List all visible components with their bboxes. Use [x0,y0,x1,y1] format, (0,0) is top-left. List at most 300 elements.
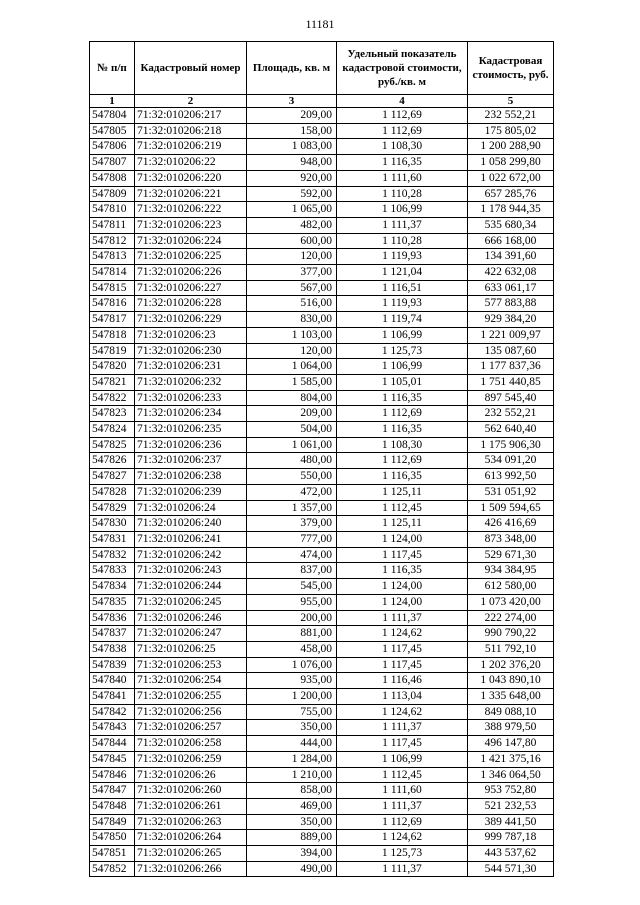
cadastral-value-cell: 1 177 837,36 [468,359,554,375]
area-cell: 377,00 [247,265,337,281]
table-row [90,531,554,547]
table-row [90,783,554,799]
cadastral-value-cell: 929 384,20 [468,312,554,328]
area-cell: 120,00 [247,343,337,359]
specific-value-cell: 1 116,35 [337,469,468,485]
table-row [90,249,554,265]
row-index-cell: 547813 [90,249,135,265]
row-index-cell: 547850 [90,830,135,846]
area-cell: 350,00 [247,814,337,830]
area-cell: 1 103,00 [247,327,337,343]
area-cell: 1 076,00 [247,657,337,673]
header-specific-value: Удельный показатель кадастровой стоимости, руб./кв. м [337,42,468,95]
area-cell: 444,00 [247,736,337,752]
cadastral-number-cell: 71:32:010206:228 [135,296,247,312]
table-row [90,594,554,610]
cadastral-value-cell: 562 640,40 [468,422,554,438]
cadastral-value-cell: 531 051,92 [468,484,554,500]
specific-value-cell: 1 116,35 [337,563,468,579]
cadastral-number-cell: 71:32:010206:220 [135,170,247,186]
cadastral-number-cell: 71:32:010206:239 [135,484,247,500]
cadastral-number-cell: 71:32:010206:233 [135,390,247,406]
cadastral-value-cell: 496 147,80 [468,736,554,752]
row-index-cell: 547843 [90,720,135,736]
area-cell: 120,00 [247,249,337,265]
area-cell: 1 284,00 [247,751,337,767]
cadastral-value-cell: 633 061,17 [468,280,554,296]
area-cell: 881,00 [247,626,337,642]
cadastral-number-cell: 71:32:010206:253 [135,657,247,673]
cadastral-value-cell: 953 752,80 [468,783,554,799]
cadastral-number-cell: 71:32:010206:26 [135,767,247,783]
column-number: 5 [468,95,554,108]
cadastral-number-cell: 71:32:010206:25 [135,641,247,657]
specific-value-cell: 1 105,01 [337,374,468,390]
specific-value-cell: 1 117,45 [337,736,468,752]
specific-value-cell: 1 106,99 [337,359,468,375]
area-cell: 350,00 [247,720,337,736]
row-index-cell: 547830 [90,516,135,532]
row-index-cell: 547825 [90,437,135,453]
specific-value-cell: 1 110,28 [337,233,468,249]
row-index-cell: 547819 [90,343,135,359]
cadastral-value-cell: 1 346 064,50 [468,767,554,783]
specific-value-cell: 1 111,60 [337,783,468,799]
table-row [90,798,554,814]
cadastral-number-cell: 71:32:010206:264 [135,830,247,846]
cadastral-value-table [89,41,554,877]
specific-value-cell: 1 117,45 [337,657,468,673]
table-row [90,673,554,689]
cadastral-number-cell: 71:32:010206:254 [135,673,247,689]
cadastral-value-cell: 443 537,62 [468,846,554,862]
row-index-cell: 547820 [90,359,135,375]
table-row [90,563,554,579]
specific-value-cell: 1 112,45 [337,767,468,783]
row-index-cell: 547832 [90,547,135,563]
header-area: Площадь, кв. м [247,42,337,95]
cadastral-number-cell: 71:32:010206:241 [135,531,247,547]
cadastral-value-cell: 388 979,50 [468,720,554,736]
cadastral-number-cell: 71:32:010206:227 [135,280,247,296]
cadastral-value-cell: 135 087,60 [468,343,554,359]
specific-value-cell: 1 112,69 [337,108,468,124]
row-index-cell: 547834 [90,579,135,595]
table-row [90,265,554,281]
cadastral-value-cell: 529 671,30 [468,547,554,563]
specific-value-cell: 1 121,04 [337,265,468,281]
cadastral-value-cell: 1 221 009,97 [468,327,554,343]
table-row [90,186,554,202]
specific-value-cell: 1 125,73 [337,343,468,359]
cadastral-value-cell: 612 580,00 [468,579,554,595]
cadastral-value-cell: 521 232,53 [468,798,554,814]
row-index-cell: 547851 [90,846,135,862]
cadastral-number-cell: 71:32:010206:260 [135,783,247,799]
table-row [90,830,554,846]
cadastral-value-cell: 999 787,18 [468,830,554,846]
table-row [90,155,554,171]
area-cell: 830,00 [247,312,337,328]
table-row [90,296,554,312]
specific-value-cell: 1 111,37 [337,217,468,233]
cadastral-value-cell: 577 883,88 [468,296,554,312]
specific-value-cell: 1 112,69 [337,814,468,830]
row-index-cell: 547839 [90,657,135,673]
area-cell: 948,00 [247,155,337,171]
page-number: 11181 [305,17,335,31]
row-index-cell: 547812 [90,233,135,249]
row-index-cell: 547835 [90,594,135,610]
table-row [90,469,554,485]
cadastral-value-cell: 1 509 594,65 [468,500,554,516]
row-index-cell: 547845 [90,751,135,767]
header-cadastral-number: Кадастровый номер [135,42,247,95]
specific-value-cell: 1 116,46 [337,673,468,689]
specific-value-cell: 1 119,74 [337,312,468,328]
row-index-cell: 547841 [90,689,135,705]
cadastral-value-cell: 544 571,30 [468,861,554,877]
area-cell: 1 083,00 [247,139,337,155]
area-cell: 1 585,00 [247,374,337,390]
column-number-row [90,95,554,108]
specific-value-cell: 1 106,99 [337,751,468,767]
area-cell: 482,00 [247,217,337,233]
specific-value-cell: 1 116,35 [337,155,468,171]
area-cell: 504,00 [247,422,337,438]
area-cell: 469,00 [247,798,337,814]
area-cell: 1 210,00 [247,767,337,783]
column-number: 3 [247,95,337,108]
area-cell: 209,00 [247,406,337,422]
table-row [90,422,554,438]
area-cell: 394,00 [247,846,337,862]
cadastral-number-cell: 71:32:010206:242 [135,547,247,563]
area-cell: 516,00 [247,296,337,312]
cadastral-value-cell: 1 178 944,35 [468,202,554,218]
row-index-cell: 547817 [90,312,135,328]
area-cell: 474,00 [247,547,337,563]
specific-value-cell: 1 116,51 [337,280,468,296]
row-index-cell: 547829 [90,500,135,516]
specific-value-cell: 1 119,93 [337,296,468,312]
area-cell: 1 065,00 [247,202,337,218]
table-body [90,108,554,877]
area-cell: 1 064,00 [247,359,337,375]
table-row [90,861,554,877]
table-row [90,736,554,752]
table-row [90,814,554,830]
specific-value-cell: 1 112,69 [337,453,468,469]
cadastral-value-cell: 232 552,21 [468,406,554,422]
area-cell: 158,00 [247,123,337,139]
specific-value-cell: 1 111,37 [337,798,468,814]
specific-value-cell: 1 111,60 [337,170,468,186]
row-index-cell: 547847 [90,783,135,799]
row-index-cell: 547827 [90,469,135,485]
area-cell: 1 357,00 [247,500,337,516]
specific-value-cell: 1 111,37 [337,720,468,736]
cadastral-value-cell: 422 632,08 [468,265,554,281]
table-row [90,767,554,783]
specific-value-cell: 1 116,35 [337,390,468,406]
table-row [90,547,554,563]
area-cell: 567,00 [247,280,337,296]
header-index: № п/п [90,42,135,95]
table-row [90,751,554,767]
area-cell: 458,00 [247,641,337,657]
area-cell: 920,00 [247,170,337,186]
table-row [90,217,554,233]
table-row [90,484,554,500]
table-row [90,846,554,862]
table-row [90,610,554,626]
cadastral-number-cell: 71:32:010206:263 [135,814,247,830]
cadastral-value-cell: 934 384,95 [468,563,554,579]
table-row [90,720,554,736]
cadastral-number-cell: 71:32:010206:221 [135,186,247,202]
cadastral-value-cell: 175 805,02 [468,123,554,139]
area-cell: 480,00 [247,453,337,469]
cadastral-number-cell: 71:32:010206:238 [135,469,247,485]
specific-value-cell: 1 116,35 [337,422,468,438]
row-index-cell: 547804 [90,108,135,124]
cadastral-value-cell: 1 335 648,00 [468,689,554,705]
specific-value-cell: 1 125,11 [337,516,468,532]
area-cell: 955,00 [247,594,337,610]
area-cell: 550,00 [247,469,337,485]
row-index-cell: 547837 [90,626,135,642]
specific-value-cell: 1 112,69 [337,123,468,139]
cadastral-value-cell: 897 545,40 [468,390,554,406]
row-index-cell: 547824 [90,422,135,438]
cadastral-number-cell: 71:32:010206:257 [135,720,247,736]
cadastral-number-cell: 71:32:010206:243 [135,563,247,579]
cadastral-value-cell: 134 391,60 [468,249,554,265]
table-row [90,704,554,720]
specific-value-cell: 1 124,00 [337,531,468,547]
cadastral-value-cell: 426 416,69 [468,516,554,532]
cadastral-value-cell: 389 441,50 [468,814,554,830]
area-cell: 472,00 [247,484,337,500]
cadastral-value-cell: 534 091,20 [468,453,554,469]
cadastral-number-cell: 71:32:010206:225 [135,249,247,265]
area-cell: 545,00 [247,579,337,595]
row-index-cell: 547838 [90,641,135,657]
cadastral-number-cell: 71:32:010206:255 [135,689,247,705]
row-index-cell: 547809 [90,186,135,202]
row-index-cell: 547836 [90,610,135,626]
cadastral-number-cell: 71:32:010206:245 [135,594,247,610]
area-cell: 1 061,00 [247,437,337,453]
cadastral-value-cell: 1 200 288,90 [468,139,554,155]
column-number: 4 [337,95,468,108]
specific-value-cell: 1 112,45 [337,500,468,516]
table-row [90,500,554,516]
specific-value-cell: 1 117,45 [337,547,468,563]
area-cell: 209,00 [247,108,337,124]
cadastral-number-cell: 71:32:010206:217 [135,108,247,124]
column-number: 2 [135,95,247,108]
area-cell: 777,00 [247,531,337,547]
cadastral-value-cell: 232 552,21 [468,108,554,124]
table-row [90,390,554,406]
row-index-cell: 547814 [90,265,135,281]
cadastral-value-cell: 1 022 672,00 [468,170,554,186]
table-row [90,312,554,328]
area-cell: 837,00 [247,563,337,579]
row-index-cell: 547810 [90,202,135,218]
table-row [90,579,554,595]
table-row [90,374,554,390]
row-index-cell: 547833 [90,563,135,579]
specific-value-cell: 1 124,00 [337,594,468,610]
cadastral-value-cell: 1 058 299,80 [468,155,554,171]
cadastral-value-cell: 1 202 376,20 [468,657,554,673]
cadastral-number-cell: 71:32:010206:231 [135,359,247,375]
cadastral-number-cell: 71:32:010206:235 [135,422,247,438]
row-index-cell: 547848 [90,798,135,814]
cadastral-number-cell: 71:32:010206:237 [135,453,247,469]
cadastral-value-cell: 990 790,22 [468,626,554,642]
table-row [90,406,554,422]
cadastral-number-cell: 71:32:010206:256 [135,704,247,720]
table-row [90,139,554,155]
area-cell: 379,00 [247,516,337,532]
cadastral-number-cell: 71:32:010206:232 [135,374,247,390]
cadastral-number-cell: 71:32:010206:258 [135,736,247,752]
table-row [90,657,554,673]
cadastral-number-cell: 71:32:010206:246 [135,610,247,626]
specific-value-cell: 1 125,11 [337,484,468,500]
cadastral-value-cell: 666 168,00 [468,233,554,249]
row-index-cell: 547842 [90,704,135,720]
specific-value-cell: 1 111,37 [337,610,468,626]
cadastral-number-cell: 71:32:010206:22 [135,155,247,171]
table-row [90,689,554,705]
cadastral-number-cell: 71:32:010206:218 [135,123,247,139]
specific-value-cell: 1 108,30 [337,437,468,453]
specific-value-cell: 1 113,04 [337,689,468,705]
specific-value-cell: 1 125,73 [337,846,468,862]
cadastral-value-cell: 1 751 440,85 [468,374,554,390]
cadastral-number-cell: 71:32:010206:230 [135,343,247,359]
row-index-cell: 547816 [90,296,135,312]
row-index-cell: 547849 [90,814,135,830]
table-row [90,626,554,642]
row-index-cell: 547806 [90,139,135,155]
row-index-cell: 547818 [90,327,135,343]
cadastral-number-cell: 71:32:010206:265 [135,846,247,862]
table-row [90,108,554,124]
specific-value-cell: 1 112,69 [337,406,468,422]
cadastral-value-cell: 511 792,10 [468,641,554,657]
cadastral-number-cell: 71:32:010206:240 [135,516,247,532]
cadastral-number-cell: 71:32:010206:266 [135,861,247,877]
row-index-cell: 547808 [90,170,135,186]
cadastral-value-cell: 873 348,00 [468,531,554,547]
specific-value-cell: 1 124,62 [337,626,468,642]
table-row [90,123,554,139]
row-index-cell: 547852 [90,861,135,877]
cadastral-value-cell: 222 274,00 [468,610,554,626]
row-index-cell: 547805 [90,123,135,139]
row-index-cell: 547807 [90,155,135,171]
specific-value-cell: 1 124,62 [337,704,468,720]
table-row [90,170,554,186]
table-row [90,516,554,532]
cadastral-value-cell: 1 073 420,00 [468,594,554,610]
cadastral-value-cell: 657 285,76 [468,186,554,202]
cadastral-value-cell: 1 421 375,16 [468,751,554,767]
table-row [90,359,554,375]
row-index-cell: 547840 [90,673,135,689]
row-index-cell: 547846 [90,767,135,783]
row-index-cell: 547831 [90,531,135,547]
specific-value-cell: 1 106,99 [337,327,468,343]
specific-value-cell: 1 110,28 [337,186,468,202]
column-number: 1 [90,95,135,108]
specific-value-cell: 1 117,45 [337,641,468,657]
cadastral-value-cell: 613 992,50 [468,469,554,485]
cadastral-value-cell: 535 680,34 [468,217,554,233]
table-row [90,233,554,249]
cadastral-number-cell: 71:32:010206:219 [135,139,247,155]
cadastral-number-cell: 71:32:010206:247 [135,626,247,642]
table-row [90,202,554,218]
area-cell: 804,00 [247,390,337,406]
cadastral-number-cell: 71:32:010206:223 [135,217,247,233]
area-cell: 1 200,00 [247,689,337,705]
area-cell: 935,00 [247,673,337,689]
row-index-cell: 547811 [90,217,135,233]
cadastral-number-cell: 71:32:010206:222 [135,202,247,218]
row-index-cell: 547815 [90,280,135,296]
cadastral-number-cell: 71:32:010206:24 [135,500,247,516]
row-index-cell: 547821 [90,374,135,390]
specific-value-cell: 1 106,99 [337,202,468,218]
cadastral-number-cell: 71:32:010206:261 [135,798,247,814]
header-cadastral-value: Кадастровая стоимость, руб. [468,42,554,95]
area-cell: 490,00 [247,861,337,877]
cadastral-number-cell: 71:32:010206:244 [135,579,247,595]
cadastral-number-cell: 71:32:010206:229 [135,312,247,328]
row-index-cell: 547826 [90,453,135,469]
table-row [90,641,554,657]
area-cell: 592,00 [247,186,337,202]
table-row [90,453,554,469]
table-row [90,343,554,359]
cadastral-number-cell: 71:32:010206:226 [135,265,247,281]
row-index-cell: 547822 [90,390,135,406]
cadastral-number-cell: 71:32:010206:259 [135,751,247,767]
table-row [90,280,554,296]
header-row [90,42,554,95]
cadastral-value-cell: 1 043 890,10 [468,673,554,689]
cadastral-number-cell: 71:32:010206:23 [135,327,247,343]
table-row [90,327,554,343]
specific-value-cell: 1 124,00 [337,579,468,595]
area-cell: 755,00 [247,704,337,720]
specific-value-cell: 1 124,62 [337,830,468,846]
cadastral-number-cell: 71:32:010206:234 [135,406,247,422]
specific-value-cell: 1 108,30 [337,139,468,155]
area-cell: 858,00 [247,783,337,799]
row-index-cell: 547828 [90,484,135,500]
area-cell: 889,00 [247,830,337,846]
cadastral-value-cell: 849 088,10 [468,704,554,720]
cadastral-value-cell: 1 175 906,30 [468,437,554,453]
